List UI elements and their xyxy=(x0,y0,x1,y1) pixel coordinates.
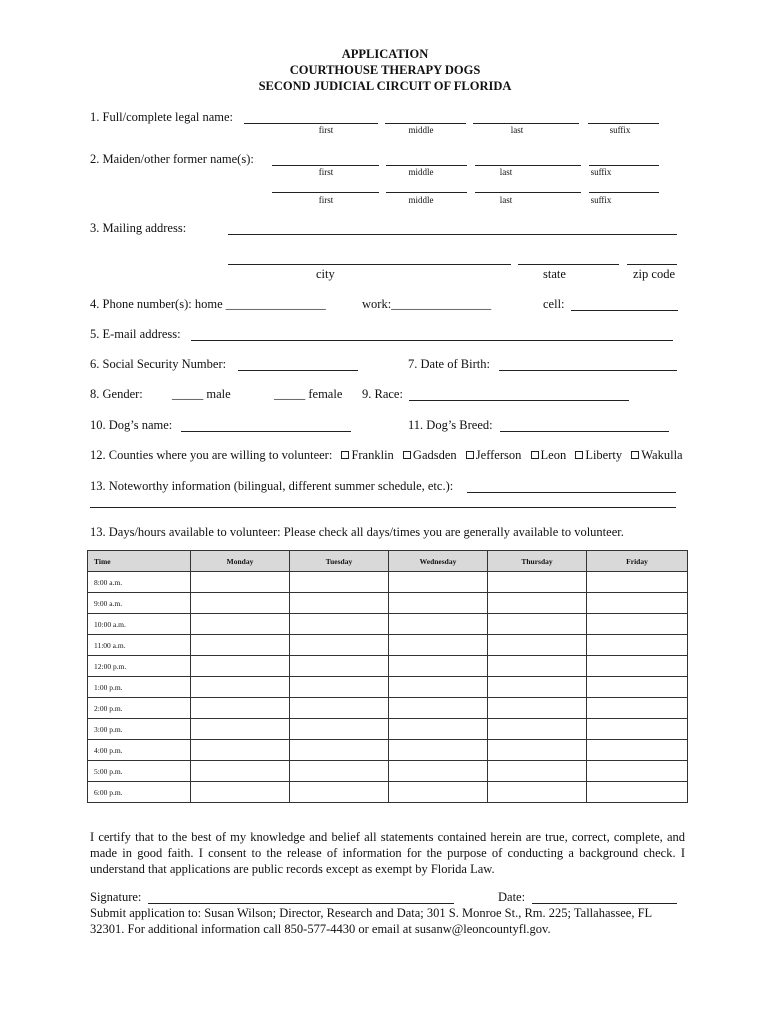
availability-cell[interactable] xyxy=(290,656,389,677)
availability-cell[interactable] xyxy=(587,719,688,740)
availability-cell[interactable] xyxy=(587,614,688,635)
zip-caption: zip code xyxy=(633,267,675,281)
time-cell: 2:00 p.m. xyxy=(88,698,191,719)
dog-breed-field[interactable] xyxy=(500,431,669,432)
maiden-first-caption: first xyxy=(318,167,334,177)
availability-cell[interactable] xyxy=(389,698,488,719)
availability-cell[interactable] xyxy=(389,782,488,803)
email-label: 5. E-mail address: xyxy=(90,327,181,341)
availability-cell[interactable] xyxy=(587,572,688,593)
availability-cell[interactable] xyxy=(488,782,587,803)
availability-cell[interactable] xyxy=(587,698,688,719)
availability-cell[interactable] xyxy=(389,593,488,614)
state-caption: state xyxy=(543,267,566,281)
maiden2-first-field[interactable] xyxy=(272,192,379,193)
availability-cell[interactable] xyxy=(191,782,290,803)
legal-first-caption: first xyxy=(318,125,334,135)
time-cell: 11:00 a.m. xyxy=(88,635,191,656)
availability-cell[interactable] xyxy=(389,677,488,698)
checkbox-icon[interactable] xyxy=(403,451,411,459)
maiden-last-caption: last xyxy=(499,167,513,177)
county-wakulla-option[interactable]: Wakulla xyxy=(631,448,682,462)
availability-cell[interactable] xyxy=(191,761,290,782)
date-label: Date: xyxy=(498,890,526,904)
city-caption: city xyxy=(316,267,335,281)
legal-first-field[interactable] xyxy=(244,123,378,124)
ssn-field[interactable] xyxy=(238,370,358,371)
noteworthy-field-line2[interactable] xyxy=(90,507,676,508)
availability-cell[interactable] xyxy=(191,656,290,677)
table-row xyxy=(88,698,688,719)
table-row xyxy=(88,761,688,782)
table-row xyxy=(88,614,688,635)
table-row xyxy=(88,656,688,677)
availability-cell[interactable] xyxy=(488,593,587,614)
availability-cell[interactable] xyxy=(488,719,587,740)
mailing-address-label: 3. Mailing address: xyxy=(90,221,187,235)
availability-cell[interactable] xyxy=(389,656,488,677)
availability-cell[interactable] xyxy=(587,656,688,677)
date-field[interactable] xyxy=(532,903,677,904)
column-header: Time xyxy=(88,551,191,572)
checkbox-icon[interactable] xyxy=(531,451,539,459)
ssn-label: 6. Social Security Number: xyxy=(90,357,227,371)
availability-cell[interactable] xyxy=(389,719,488,740)
availability-cell[interactable] xyxy=(191,719,290,740)
availability-table xyxy=(87,550,688,803)
availability-cell[interactable] xyxy=(587,677,688,698)
availability-cell[interactable] xyxy=(290,740,389,761)
column-header: Wednesday xyxy=(389,551,488,572)
availability-cell[interactable] xyxy=(488,614,587,635)
availability-cell[interactable] xyxy=(191,593,290,614)
availability-cell[interactable] xyxy=(191,635,290,656)
maiden2-suffix-field[interactable] xyxy=(589,192,659,193)
submit-instructions: Submit application to: Susan Wilson; Director, Research and Data; 301 S. Monroe St., Rm. 225; Tallahassee, FL 32301. For additional information call 850-577-4430 or email at susanw@leoncountyfl.gov. xyxy=(90,906,652,936)
checkbox-icon[interactable] xyxy=(575,451,583,459)
availability-cell[interactable] xyxy=(290,593,389,614)
availability-cell[interactable] xyxy=(290,677,389,698)
availability-cell[interactable] xyxy=(389,635,488,656)
dog-breed-label: 11. Dog’s Breed: xyxy=(408,418,493,432)
availability-cell[interactable] xyxy=(587,593,688,614)
availability-cell[interactable] xyxy=(290,635,389,656)
time-cell: 12:00 p.m. xyxy=(88,656,191,677)
phone-home-label: 4. Phone number(s): home ________________ xyxy=(90,297,326,311)
availability-cell[interactable] xyxy=(389,572,488,593)
availability-cell[interactable] xyxy=(389,740,488,761)
table-header-row xyxy=(88,551,688,572)
time-cell: 6:00 p.m. xyxy=(88,782,191,803)
county-gadsden-option[interactable]: Gadsden xyxy=(403,448,457,462)
gender-female-option[interactable]: _____ female xyxy=(274,387,343,401)
maiden2-first-caption: first xyxy=(318,195,334,205)
time-cell: 9:00 a.m. xyxy=(88,593,191,614)
time-cell: 10:00 a.m. xyxy=(88,614,191,635)
availability-cell[interactable] xyxy=(191,677,290,698)
maiden-middle-field[interactable] xyxy=(386,165,467,166)
availability-cell[interactable] xyxy=(389,614,488,635)
table-row xyxy=(88,677,688,698)
availability-cell[interactable] xyxy=(488,740,587,761)
phone-cell-label: cell: xyxy=(543,297,565,311)
availability-cell[interactable] xyxy=(389,761,488,782)
maiden-name-label: 2. Maiden/other former name(s): xyxy=(90,152,254,166)
dob-label: 7. Date of Birth: xyxy=(408,357,490,371)
time-cell: 1:00 p.m. xyxy=(88,677,191,698)
legal-last-caption: last xyxy=(510,125,524,135)
availability-cell[interactable] xyxy=(290,572,389,593)
state-field[interactable] xyxy=(518,264,619,265)
race-field[interactable] xyxy=(409,400,629,401)
availability-cell[interactable] xyxy=(488,635,587,656)
signature-field[interactable] xyxy=(148,903,454,904)
gender-label: 8. Gender: xyxy=(90,387,143,401)
phone-work-label: work:________________ xyxy=(362,297,492,311)
availability-cell[interactable] xyxy=(488,572,587,593)
table-row xyxy=(88,719,688,740)
maiden-suffix-caption: suffix xyxy=(590,167,612,177)
email-field[interactable] xyxy=(191,340,673,341)
availability-cell[interactable] xyxy=(290,698,389,719)
checkbox-icon[interactable] xyxy=(466,451,474,459)
county-liberty-option[interactable]: Liberty xyxy=(575,448,622,462)
column-header: Friday xyxy=(587,551,688,572)
availability-cell[interactable] xyxy=(191,740,290,761)
maiden-suffix-field[interactable] xyxy=(589,165,659,166)
county-leon-option[interactable]: Leon xyxy=(531,448,567,462)
availability-cell[interactable] xyxy=(587,635,688,656)
maiden-middle-caption: middle xyxy=(408,167,434,177)
street-address-field[interactable] xyxy=(228,234,677,235)
availability-cell[interactable] xyxy=(488,698,587,719)
legal-suffix-field[interactable] xyxy=(588,123,659,124)
zip-field[interactable] xyxy=(627,264,677,265)
availability-cell[interactable] xyxy=(290,614,389,635)
maiden-last-field[interactable] xyxy=(475,165,581,166)
gender-male-option[interactable]: _____ male xyxy=(172,387,231,401)
legal-middle-field[interactable] xyxy=(385,123,466,124)
phone-cell-field[interactable] xyxy=(571,310,678,311)
dob-field[interactable] xyxy=(499,370,677,371)
counties-label: 12. Counties where you are willing to volunteer: xyxy=(90,448,333,462)
availability-cell[interactable] xyxy=(587,782,688,803)
availability-cell[interactable] xyxy=(587,761,688,782)
checkbox-icon[interactable] xyxy=(341,451,349,459)
legal-name-label: 1. Full/complete legal name: xyxy=(90,110,234,124)
city-field[interactable] xyxy=(228,264,511,265)
availability-cell[interactable] xyxy=(290,782,389,803)
time-cell: 4:00 p.m. xyxy=(88,740,191,761)
legal-middle-caption: middle xyxy=(408,125,434,135)
time-cell: 8:00 a.m. xyxy=(88,572,191,593)
header-program: COURTHOUSE THERAPY DOGS xyxy=(289,63,481,77)
time-cell: 5:00 p.m. xyxy=(88,761,191,782)
maiden-first-field[interactable] xyxy=(272,165,379,166)
maiden2-suffix-caption: suffix xyxy=(590,195,612,205)
counties-row xyxy=(90,448,683,463)
availability-cell[interactable] xyxy=(290,761,389,782)
noteworthy-field[interactable] xyxy=(467,492,676,493)
availability-cell[interactable] xyxy=(191,614,290,635)
signature-label: Signature: xyxy=(90,890,142,904)
column-header: Tuesday xyxy=(290,551,389,572)
availability-cell[interactable] xyxy=(488,656,587,677)
time-cell: 3:00 p.m. xyxy=(88,719,191,740)
availability-cell[interactable] xyxy=(191,698,290,719)
dog-name-label: 10. Dog’s name: xyxy=(90,418,173,432)
dog-name-field[interactable] xyxy=(181,431,351,432)
days-hours-label: 13. Days/hours available to volunteer: Please check all days/times you are generally available to volunteer. xyxy=(90,525,624,539)
maiden2-last-caption: last xyxy=(499,195,513,205)
certification-text: I certify that to the best of my knowledge and belief all statements contained herein are true, correct, complete, and made in good faith. I consent to the release of information for the purpose of conducting a background check. I understand that applications are public records except as exempt by Florida Law. xyxy=(90,830,685,876)
availability-cell[interactable] xyxy=(191,572,290,593)
table-row xyxy=(88,740,688,761)
column-header: Thursday xyxy=(488,551,587,572)
availability-cell[interactable] xyxy=(488,677,587,698)
checkbox-icon[interactable] xyxy=(631,451,639,459)
header-title: APPLICATION xyxy=(341,47,429,61)
noteworthy-label: 13. Noteworthy information (bilingual, different summer schedule, etc.): xyxy=(90,479,454,493)
race-label: 9. Race: xyxy=(362,387,403,401)
maiden2-middle-field[interactable] xyxy=(386,192,467,193)
table-row xyxy=(88,593,688,614)
table-row xyxy=(88,635,688,656)
maiden2-middle-caption: middle xyxy=(408,195,434,205)
table-row xyxy=(88,782,688,803)
legal-last-field[interactable] xyxy=(473,123,579,124)
county-franklin-option[interactable]: Franklin xyxy=(341,448,393,462)
column-header: Monday xyxy=(191,551,290,572)
availability-cell[interactable] xyxy=(587,740,688,761)
maiden2-last-field[interactable] xyxy=(475,192,581,193)
county-jefferson-option[interactable]: Jefferson xyxy=(466,448,522,462)
table-row xyxy=(88,572,688,593)
legal-suffix-caption: suffix xyxy=(609,125,631,135)
availability-cell[interactable] xyxy=(488,761,587,782)
header-court: SECOND JUDICIAL CIRCUIT OF FLORIDA xyxy=(258,79,512,93)
availability-cell[interactable] xyxy=(290,719,389,740)
